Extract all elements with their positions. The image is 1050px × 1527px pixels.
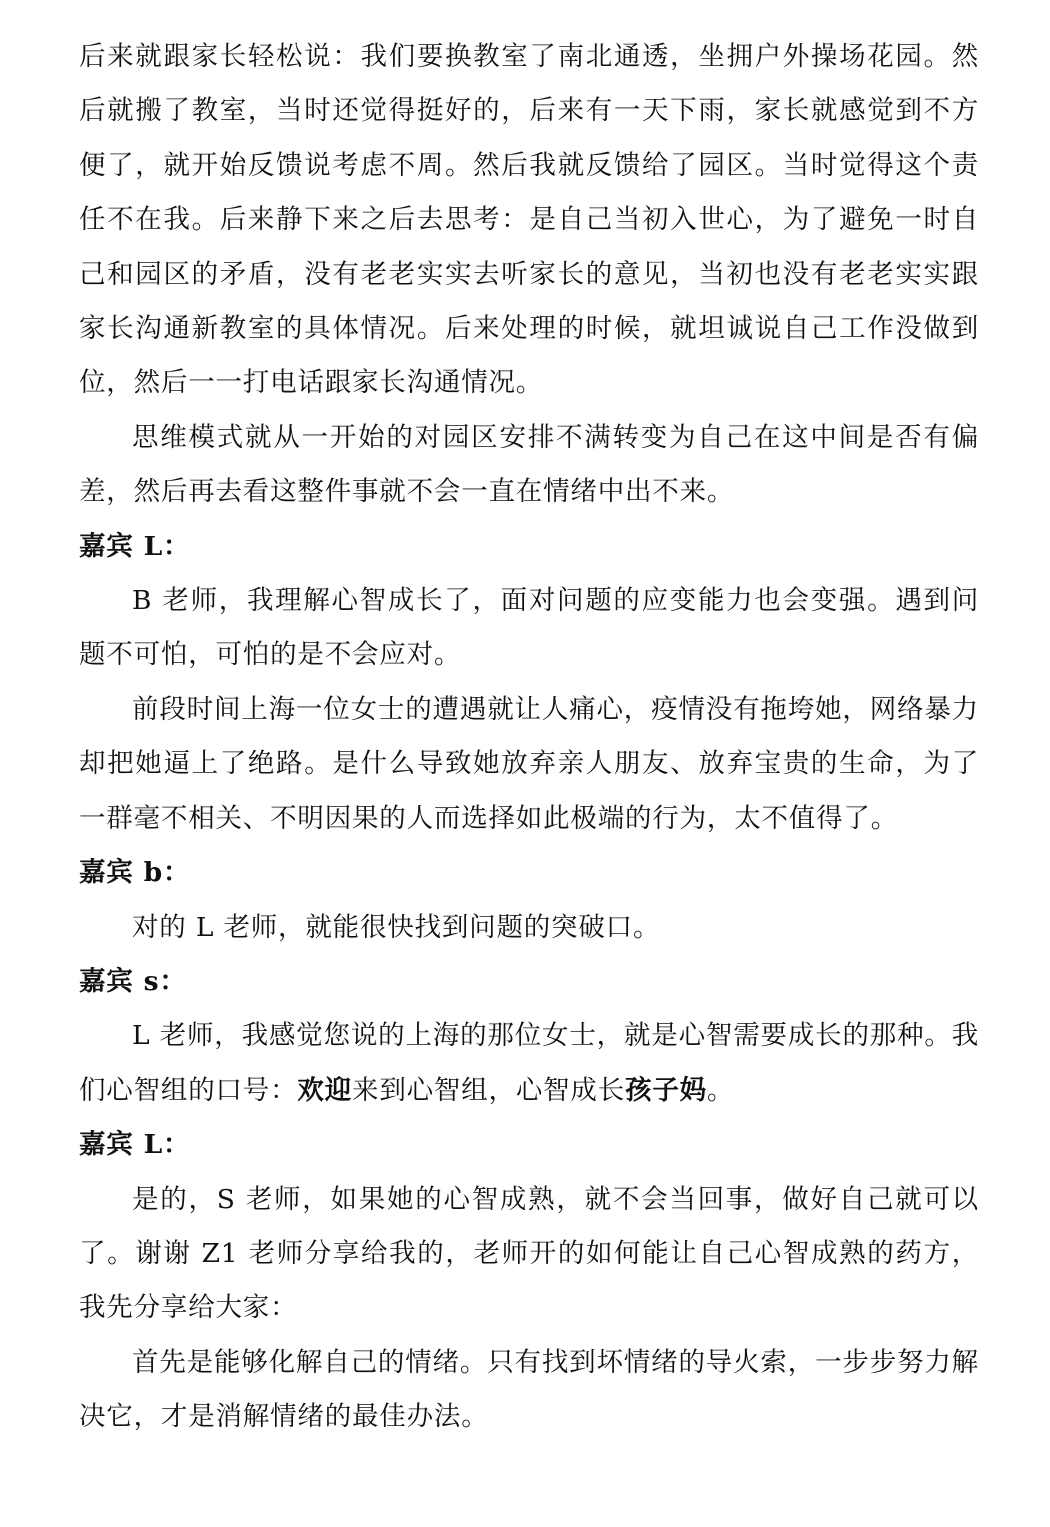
speaker-label-guest-l-2: 嘉宾 L： [79,1129,191,1161]
paragraph-classroom-story: 后来就跟家长轻松说：我们要换教室了南北通透，坐拥户外操场花园。然后就搬了教室，当时还觉得挺好的，后来有一天下雨，家长就感觉到不方便了，就开始反馈说考虑不周。然后我就反馈给了园区。当时觉得这个责任不在我。后来静下来之后去思考：是自己当初入世心，为了避免一时自己和园区的矛盾，没有老老实实去听家长的意见，当初也没有老老实实跟家长沟通新教室的具体情况。后来处理的时候，就坦诚说自己工作没做到位，然后一一打电话跟家长沟通情况。 [79,41,979,399]
slogan-text-part-3: 。 [706,1074,735,1106]
paragraph-mindset-shift: 思维模式就从一开始的对园区安排不满转变为自己在这中间是否有偏差，然后再去看这整件事就不会一直在情绪中出不来。 [79,421,979,508]
paragraph-shanghai-woman: 前段时间上海一位女士的遭遇就让人痛心，疫情没有拖垮她，网络暴力却把她逼上了绝路。是什么导致她放弃亲人朋友、放弃宝贵的生命，为了一群毫不相关、不明因果的人而选择如此极端的行为，太不值得了。 [79,693,979,834]
slogan-highlight-welcome: 欢迎 [297,1074,353,1106]
speaker-label-guest-l: 嘉宾 L： [79,530,191,562]
speaker-label-guest-s: 嘉宾 s： [79,965,187,997]
paragraph-slogan [79,1009,979,1118]
slogan-text-part-2: 来到心智组，心智成长 [352,1074,626,1106]
document-page [79,30,979,1445]
slogan-text-part-1: L 老师，我感觉您说的上海的那位女士，就是心智需要成长的那种。我们心智组的口号： [79,1020,979,1106]
paragraph-mind-growth: B 老师，我理解心智成长了，面对问题的应变能力也会变强。遇到问题不可怕，可怕的是不会应对。 [79,585,979,671]
speaker-label-guest-b: 嘉宾 b： [79,857,191,889]
slogan-highlight-mothers: 孩子妈 [625,1074,707,1106]
paragraph-prescription: 是的，S 老师，如果她的心智成熟，就不会当回事，做好自己就可以了。谢谢 Z1 老师分享给我的，老师开的如何能让自己心智成熟的药方，我先分享给大家： [79,1183,979,1324]
paragraph-resolve-emotions: 首先是能够化解自己的情绪。只有找到坏情绪的导火索，一步步努力解决它，才是消解情绪的最佳办法。 [79,1346,979,1433]
paragraph-breakthrough: 对的 L 老师，就能很快找到问题的突破口。 [132,911,661,943]
